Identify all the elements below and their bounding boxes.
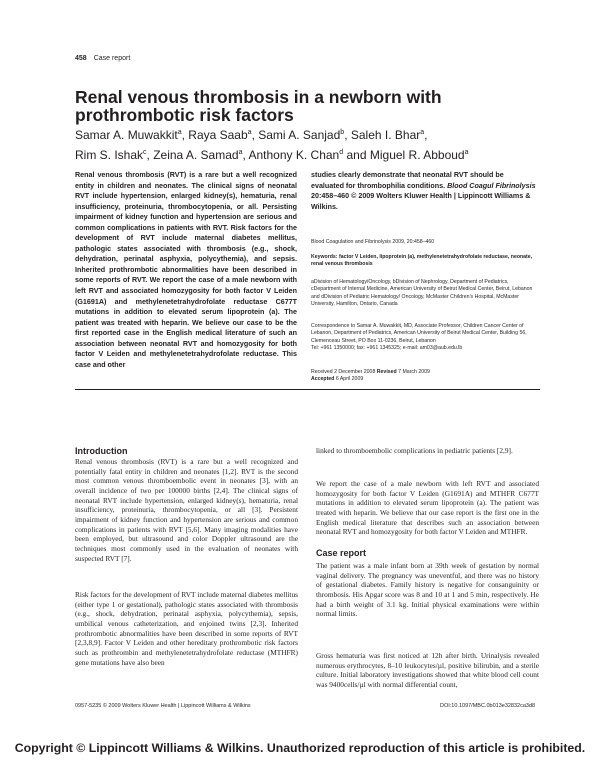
author-affiliation-mark: d [339,149,344,156]
intro-paragraph-4: We report the case of a male newborn with left RVT and associated homozygosity for both factor V Leiden (G1691A) and MTHFR C677T mutations in addition to elevated serum lipoprotein (a). The patient was treated with heparin. We believe that our case report is the first one in the English medical literature that describes such an association between neonatal RVT and homozygosity for both factor V Leiden and MTHFR. [316,479,539,537]
case-paragraph-1: The patient was a male infant born at 39th week of gestation by normal vaginal delivery. The pregnancy was uneventful, and there was no history of gestational diabetes. Family history is negative for consanguinity or thrombosis. His Apgar score was 8 and 10 at 1 and 5 min, respectively. He had a birth weight of 3.1 kg. Initial physical examinations were within normal limits. [316,561,539,619]
article-title: Renal venous thrombosis in a newborn with prothrombotic risk factors [75,87,442,125]
author-affiliation-mark: b [340,129,345,136]
authors-and: and [346,148,367,162]
accepted-date: 6 April 2009 [335,376,364,383]
author-affiliation-mark: a [177,129,182,136]
running-head [75,55,130,62]
intro-paragraph-1: Renal venous thrombosis (RVT) is a rare but a well recognized and potentially fatal entity in children and neonates [1,2]. RVT is the second most common venous thromboembolic event in neonates [3], with an overall incidence of two per 100000 births [2,4]. The clinical signs of neonatal RVT include hypertension, enlarged kidney(s), hematuria, renal insufficiency, proteinuria, thrombocytopenia, or all [3]. Persistent impairment of kidney function and hypertension are serious and common complications in patients with RVT [5,6]. Many imaging modalities have been employed, but ultrasound and color Doppler ultrasound are the techniques most commonly used in the evaluation of neonates with suspected RVT [7]. [75,457,298,563]
author-affiliation-mark: a [247,129,252,136]
accepted-label: Accepted [311,376,335,383]
author: Raya Saab [188,128,248,142]
keywords [311,254,538,269]
dates [311,369,538,384]
author-affiliation-mark: c [143,149,147,156]
intro-paragraph-3: linked to thromboembolic complications in pediatric patients [2,9]. [316,446,513,455]
journal-line: Blood Coagulation and Fibrinolysis 2009, 20:458–460 [311,239,435,245]
section-label: Case report [93,55,131,62]
abstract-citation: 20:458–460 © 2009 Wolters Kluwer Health | Lippincott Williams & Wilkins. [311,192,531,211]
abstract-right [311,170,538,212]
page-number: 458 [75,55,87,62]
correspondence-address: Correspondence to Samar A. Muwakkit, MD, Associate Professor, Children Cancer Center of Lebanon, Department of Pediatrics, American University of Beirut Medical Center, Building 56, Clemenceau Street, PO Box 11-0236, Beirut, Lebanon [311,323,527,344]
author: Rim S. Ishak [75,148,144,162]
author-affiliation-mark: a [420,129,425,136]
author: Saleh I. Bhar [350,128,421,142]
abstract-conclusion: studies clearly demonstrate that neonatal RVT should be evaluated for thrombophilia conditions. [311,171,504,190]
author-affiliation-mark: a [238,149,243,156]
keywords-text: factor V Leiden, lipoprotein (a), methylenetetrahydrofolate reductase, neonate, renal venous thrombosis [311,254,533,268]
author: Sami A. Sanjad [258,128,341,142]
author-list: Samar A. Muwakkit$^a$, Raya Saab$^a$, Sami A. Sanjad$^b$, Saleh I. Bhar$^a$, Rim S. Ishak$^c$, Zeina A. Samad$^a$, Anthony K. Chan$^d$ and Miguel R. Abboud$^a$ [75,128,469,162]
author: Anthony K. Chan [248,148,340,162]
revised-date: 7 March 2009 [398,369,430,375]
received-date: 2 December 2008 [334,369,376,375]
case-report-heading: Case report [316,548,367,558]
received-label: Received [311,369,333,375]
footer-issn: 0957-5235 © 2009 Wolters Kluwer Health | Lippincott Williams & Wilkins [75,703,251,709]
copyright-notice: Copyright © Lippincott Williams & Wilkins. Unauthorized reproduction of this article is prohibited. [14,741,586,755]
case-paragraph-2: Gross hematuria was first noticed at 12h after birth. Urinalysis revealed numerous erythrocytes, 8–10 leukocytes/µl, positive bilirubin, and a sterile culture. Initial laboratory investigations showed that white blood cell count was 9400cells/µl with normal differential count, [316,651,539,689]
abstract-left: Renal venous thrombosis (RVT) is a rare but a well recognized entity in children and neonates. The clinical signs of neonatal RVT include hypertension, enlarged kidney(s), hematuria, renal insufficiency, proteinuria, thrombocytopenia, or all. Persisting impairment of kidney function and hypertension are serious and common complications in patients with RVT. Risk factors for the development of RVT include maternal diabetes mellitus, pathologic states associated with thrombosis (e.g., shock, dehydration, perinatal asphyxia, polycythemia), and sepsis. Inherited prothrombotic abnormalities have been described in some reports of RVT. We report the case of a male newborn with left RVT and associated homozygosity for both factor V Leiden (G1691A) and methylenetetrahydrofolate reductase C677T mutations in addition to elevated serum lipoprotein (a). The patient was treated with heparin. We believe our case to be the first reported case in the English medical literature of such an association between neonatal RVT and homozygosity for both factor V Leiden and methylenetetrahydrofolate reductase. This case and other [75,171,297,369]
footer-doi: DOI:10.1097/MBC.0b013e32832ca3d8 [440,703,536,709]
intro-heading: Introduction [75,446,128,456]
author-affiliation-mark: a [464,149,469,156]
correspondence [311,323,538,352]
author: Miguel R. Abboud [369,148,465,162]
keywords-label: Keywords: [311,254,338,260]
abstract-citation-journal: Blood Coagul Fibrinolysis [447,181,536,190]
revised-label: Revised [376,369,397,375]
author: Zeina A. Samad [153,148,239,162]
author: Samar A. Muwakkit [75,128,178,142]
section-divider [75,389,540,390]
affiliations: aDivision of Hematology/Oncology, bDivision of Nephrology, Department of Pediatrics, cDepartment of Internal Medicine, American University of Beirut Medical Center, Beirut, Lebanon and dDivision of Pediatric Hematology/ Oncology, McMaster Children’s Hospital, McMaster University, Hamilton, Ontario, Canada [311,279,533,307]
correspondence-contact: Tel: +961 1350000; fax: +961 1345325; e-mail: am03@aub.edu.lb [311,344,463,351]
intro-paragraph-2: Risk factors for the development of RVT include maternal diabetes mellitus (either type 1 or gestational), pathologic states associated with thrombosis (e.g., shock, dehydration, perinatal asphyxia, polycythemia), sepsis, umbilical venous catheterization, and enjoined twins [2,3]. Inherited prothrombotic abnormalities have been described in some reports of RVT [2,3,8,9]. Factor V Leiden and other hereditary prothrombotic risk factors such as prothrombin and methylenetetrahydrofolate reductase (MTHFR) gene mutations have also been [75,590,298,667]
